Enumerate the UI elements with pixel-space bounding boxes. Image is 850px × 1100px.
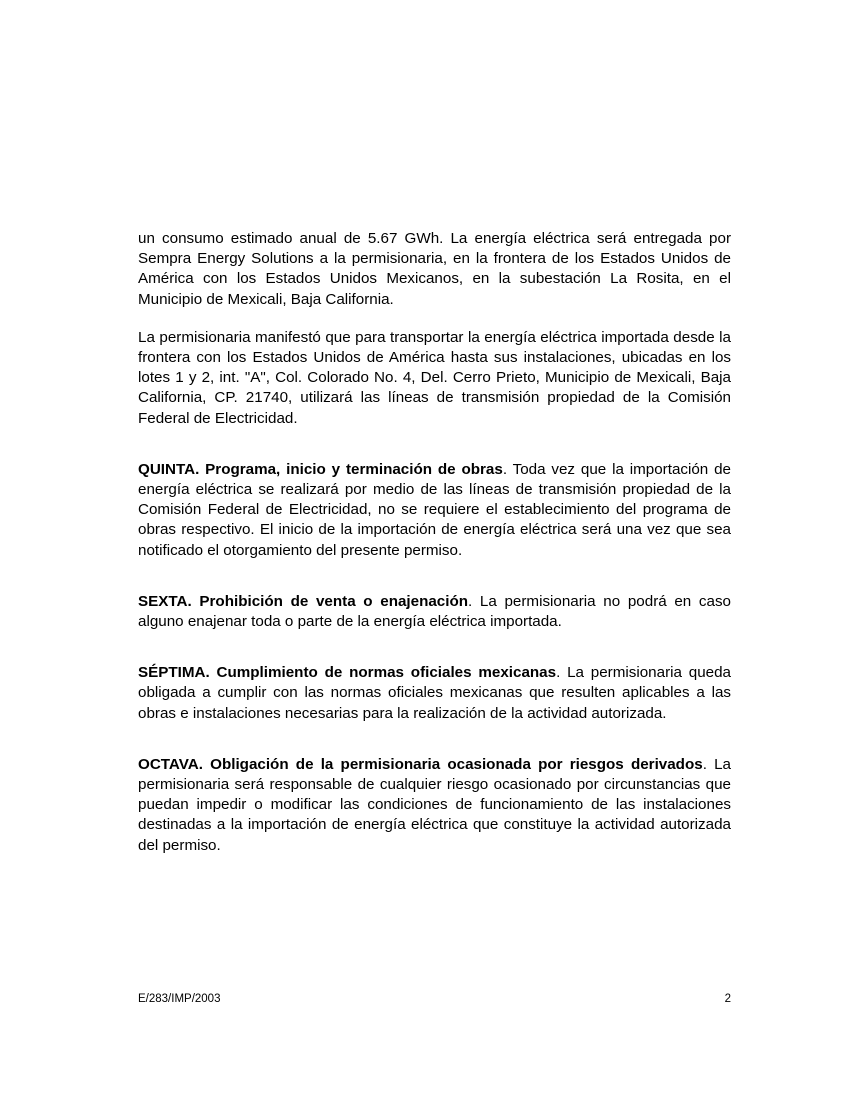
document-body	[138, 229, 731, 856]
clause-heading: SEXTA. Prohibición de venta o enajenación	[138, 592, 469, 610]
document-reference: E/283/IMP/2003	[138, 993, 221, 1005]
clause-text: . La permisionaria queda obligada a cumplir con las normas oficiales mexicanas que resulten aplicables a las obras e instalaciones necesarias para la realización de la actividad autorizada.	[138, 664, 731, 722]
clause-septima	[138, 663, 731, 724]
paragraph-transporte	[138, 328, 731, 429]
clause-quinta	[138, 460, 731, 561]
clause-text: . La permisionaria no podrá en caso alguno enajenar toda o parte de la energía eléctrica importada.	[138, 592, 731, 631]
clause-text: . La permisionaria será responsable de cualquier riesgo ocasionado por circunstancias que puedan impedir o modificar las condiciones de funcionamiento de las instalaciones destinadas a la importación de energía eléctrica que constituye la actividad autorizada del permiso.	[138, 755, 731, 854]
paragraph-consumo	[138, 229, 731, 310]
page-footer	[138, 993, 731, 1005]
clause-text: . Toda vez que la importación de energía eléctrica se realizará por medio de las líneas de transmisión propiedad de la Comisión Federal de Electricidad, no se requiere el establecimiento del programa de obras respectivo. El inicio de la importación de energía eléctrica será una vez que sea notificado el otorgamiento del presente permiso.	[138, 460, 731, 559]
clause-heading: QUINTA. Programa, inicio y terminación de obras	[138, 460, 503, 478]
paragraph-text: un consumo estimado anual de 5.67 GWh. La energía eléctrica será entregada por Sempra Energy Solutions a la permisionaria, en la frontera de los Estados Unidos de América con los Estados Unidos Mexicanos, en la subestación La Rosita, en el Municipio de Mexicali, Baja California.	[138, 230, 731, 308]
clause-octava	[138, 755, 731, 856]
page-number: 2	[724, 993, 731, 1005]
clause-heading: SÉPTIMA. Cumplimiento de normas oficiales mexicanas	[138, 664, 557, 682]
paragraph-text: La permisionaria manifestó que para transportar la energía eléctrica importada desde la frontera con los Estados Unidos de América hasta sus instalaciones, ubicadas en los lotes 1 y 2, int. "A", Col. Colorado No. 4, Del. Cerro Prieto, Municipio de Mexicali, Baja California, CP. 21740, utilizará las líneas de transmisión propiedad de la Comisión Federal de Electricidad.	[138, 328, 731, 427]
clause-heading: OCTAVA. Obligación de la permisionaria ocasionada por riesgos derivados	[138, 755, 703, 773]
clause-sexta	[138, 592, 731, 632]
